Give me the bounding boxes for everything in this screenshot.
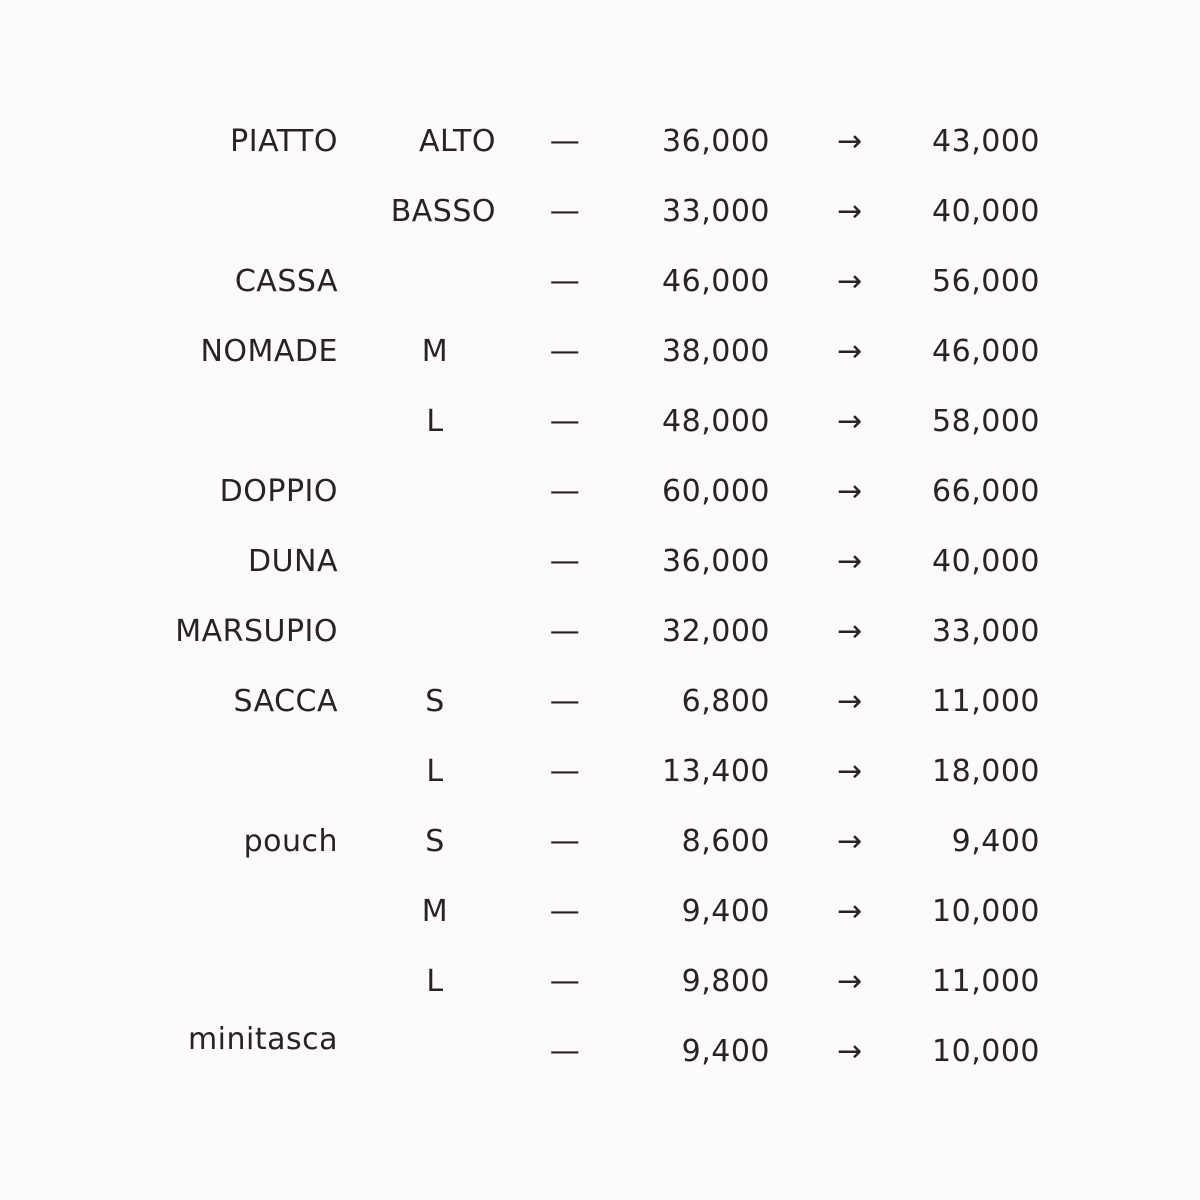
table-row [0,262,1200,302]
table-row [0,122,1200,162]
arrow-right-icon: → [837,614,863,649]
new-price: 9,400 [951,824,1040,859]
dash-separator: — [549,194,581,229]
dash-separator: — [549,894,581,929]
table-row [0,962,1200,1002]
product-size [360,262,510,302]
new-price: 10,000 [932,1034,1040,1069]
new-price: 18,000 [932,754,1040,789]
new-price: 43,000 [932,124,1040,159]
product-size: ALTO [418,124,496,159]
product-size: L [426,404,444,439]
product-name: DOPPIO [219,474,338,509]
old-price: 36,000 [662,544,770,579]
new-price: 40,000 [932,544,1040,579]
product-name: MARSUPIO [175,614,338,649]
product-size: M [421,334,449,369]
product-size: S [425,684,445,719]
product-name: minitasca [187,1022,338,1057]
dash-separator: — [549,124,581,159]
dash-separator: — [549,1034,581,1069]
old-price: 8,600 [681,824,770,859]
product-size: L [426,754,444,789]
old-price: 38,000 [662,334,770,369]
product-size [360,472,510,512]
table-row [0,402,1200,442]
arrow-right-icon: → [837,754,863,789]
table-row [0,192,1200,232]
table-row [0,822,1200,862]
product-size: BASSO [390,194,496,229]
new-price: 56,000 [932,264,1040,299]
new-price: 58,000 [932,404,1040,439]
arrow-right-icon: → [837,1034,863,1069]
product-name: NOMADE [200,334,338,369]
old-price: 48,000 [662,404,770,439]
product-size: S [425,824,445,859]
old-price: 9,800 [681,964,770,999]
old-price: 6,800 [681,684,770,719]
old-price: 33,000 [662,194,770,229]
arrow-right-icon: → [837,894,863,929]
product-size [360,542,510,582]
old-price: 46,000 [662,264,770,299]
product-size [360,1032,510,1072]
new-price: 33,000 [932,614,1040,649]
product-name: CASSA [234,264,338,299]
arrow-right-icon: → [837,334,863,369]
dash-separator: — [549,614,581,649]
product-name: PIATTO [230,124,338,159]
product-size: M [421,894,449,929]
arrow-right-icon: → [837,264,863,299]
dash-separator: — [549,754,581,789]
old-price: 60,000 [662,474,770,509]
table-row [0,682,1200,722]
old-price: 13,400 [662,754,770,789]
arrow-right-icon: → [837,474,863,509]
arrow-right-icon: → [837,404,863,439]
product-name: SACCA [233,684,338,719]
product-name: DUNA [247,544,338,579]
table-row [0,332,1200,372]
dash-separator: — [549,334,581,369]
arrow-right-icon: → [837,124,863,159]
product-size [360,612,510,652]
new-price: 40,000 [932,194,1040,229]
table-row [0,472,1200,512]
table-row [0,542,1200,582]
old-price: 32,000 [662,614,770,649]
arrow-right-icon: → [837,194,863,229]
table-row [0,752,1200,792]
product-size: L [426,964,444,999]
new-price: 10,000 [932,894,1040,929]
table-row [0,1022,1200,1072]
dash-separator: — [549,824,581,859]
arrow-right-icon: → [837,964,863,999]
old-price: 9,400 [681,894,770,929]
old-price: 9,400 [681,1034,770,1069]
dash-separator: — [549,964,581,999]
table-row [0,612,1200,652]
arrow-right-icon: → [837,544,863,579]
arrow-right-icon: → [837,824,863,859]
old-price: 36,000 [662,124,770,159]
new-price: 11,000 [932,684,1040,719]
dash-separator: — [549,684,581,719]
arrow-right-icon: → [837,684,863,719]
new-price: 66,000 [932,474,1040,509]
dash-separator: — [549,544,581,579]
dash-separator: — [549,474,581,509]
new-price: 46,000 [932,334,1040,369]
new-price: 11,000 [932,964,1040,999]
table-row [0,892,1200,932]
dash-separator: — [549,404,581,439]
product-name: pouch [243,824,338,859]
dash-separator: — [549,264,581,299]
